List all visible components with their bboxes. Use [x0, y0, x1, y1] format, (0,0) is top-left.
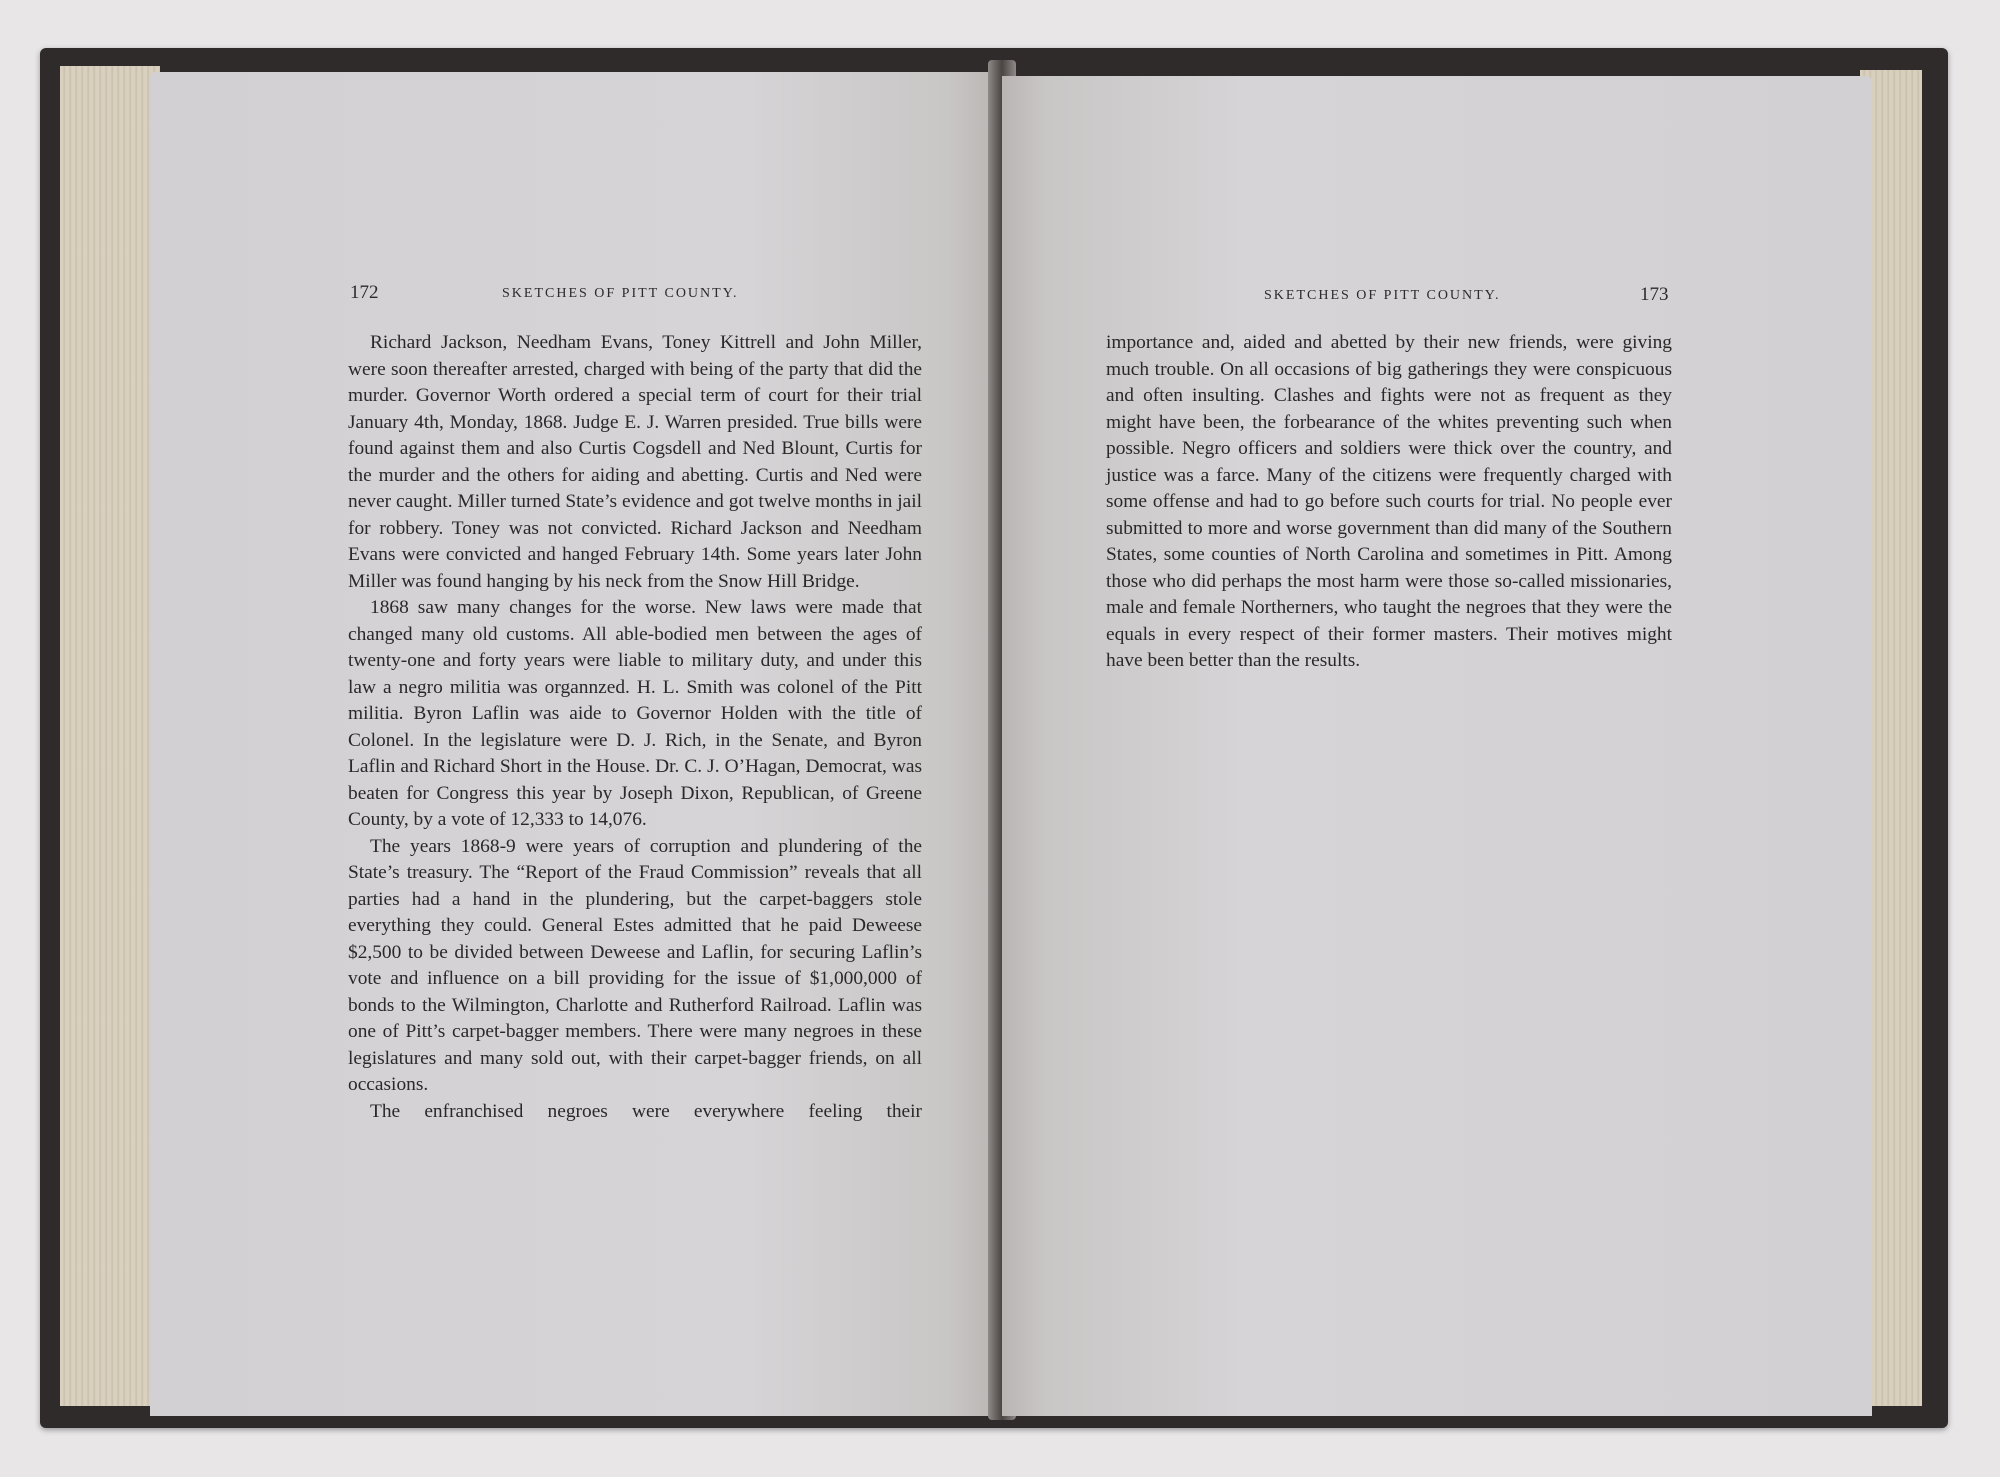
right-page	[1002, 76, 1872, 1416]
paragraph: Richard Jackson, Needham Evans, Toney Kittrell and John Miller, were soon thereafter arrested, charged with being of the party that did the murder. Governor Worth ordered a special term of court for their trial January 4th, Monday, 1868. Judge E. J. Warren presided. True bills were found against them and also Curtis Cogsdell and Ned Blount, Curtis for the murder and the others for aiding and abetting. Curtis and Ned were never caught. Miller turned State’s evidence and got twelve months in jail for robbery. Toney was not convicted. Richard Jackson and Needham Evans were convicted and hanged February 14th. Some years later John Miller was found hanging by his neck from the Snow Hill Bridge.	[348, 332, 922, 592]
right-page-header	[1002, 286, 1872, 316]
left-text-body	[348, 330, 922, 1125]
left-page-number: 172	[350, 282, 379, 303]
left-page	[150, 72, 998, 1416]
left-page-header	[150, 282, 998, 312]
paragraph: The enfranchised negroes were everywhere feeling their	[370, 1100, 922, 1122]
paragraph: The years 1868-9 were years of corruption and plundering of the State’s treasury. The “Report of the Fraud Commission” reveals that all parties had a hand in the plundering, but the carpet-baggers stole everything they could. General Estes admitted that he paid Deweese $2,500 to be divided between Deweese and Laflin, for securing Laflin’s vote and influence on a bill providing for the issue of $1,000,000 of bonds to the Wilmington, Charlotte and Rutherford Railroad. Laflin was one of Pitt’s carpet-bagger members. There were many negroes in these legislatures and many sold out, with their carpet-bagger friends, on all occasions.	[348, 835, 922, 1095]
paragraph: 1868 saw many changes for the worse. New laws were made that changed many old customs. All able-bodied men between the ages of twenty-one and forty years were liable to military duty, and under this law a negro militia was organnzed. H. L. Smith was colonel of the Pitt militia. Byron Laflin was aide to Governor Holden with the title of Colonel. In the legislature were D. J. Rich, in the Senate, and Byron Laflin and Richard Short in the House. Dr. C. J. O’Hagan, Democrat, was beaten for Congress this year by Joseph Dixon, Republican, of Greene County, by a vote of 12,333 to 14,076.	[348, 597, 922, 830]
left-page-edges	[60, 66, 160, 1406]
paragraph: importance and, aided and abetted by their new friends, were giving much trouble. On all occasions of big gatherings they were conspicuous and often insulting. Clashes and fights were not as frequent as they might have been, the forbearance of the whites preventing such when possible. Negro officers and soldiers were thick over the country, and justice was a farce. Many of the citizens were frequently charged with some offense and had to go before such courts for trial. No people ever submitted to more and worse government than did many of the Southern States, some counties of North Carolina and sometimes in Pitt. Among those who did perhaps the most harm were those so-called missionaries, male and female Northerners, who taught the negroes that they were the equals in every respect of their former masters. Their motives might have been better than the results.	[1106, 332, 1672, 671]
right-text-body	[1106, 330, 1672, 675]
right-page-number: 173	[1640, 284, 1669, 305]
right-running-head: SKETCHES OF PITT COUNTY.	[1264, 288, 1501, 303]
left-running-head: SKETCHES OF PITT COUNTY.	[502, 286, 739, 301]
